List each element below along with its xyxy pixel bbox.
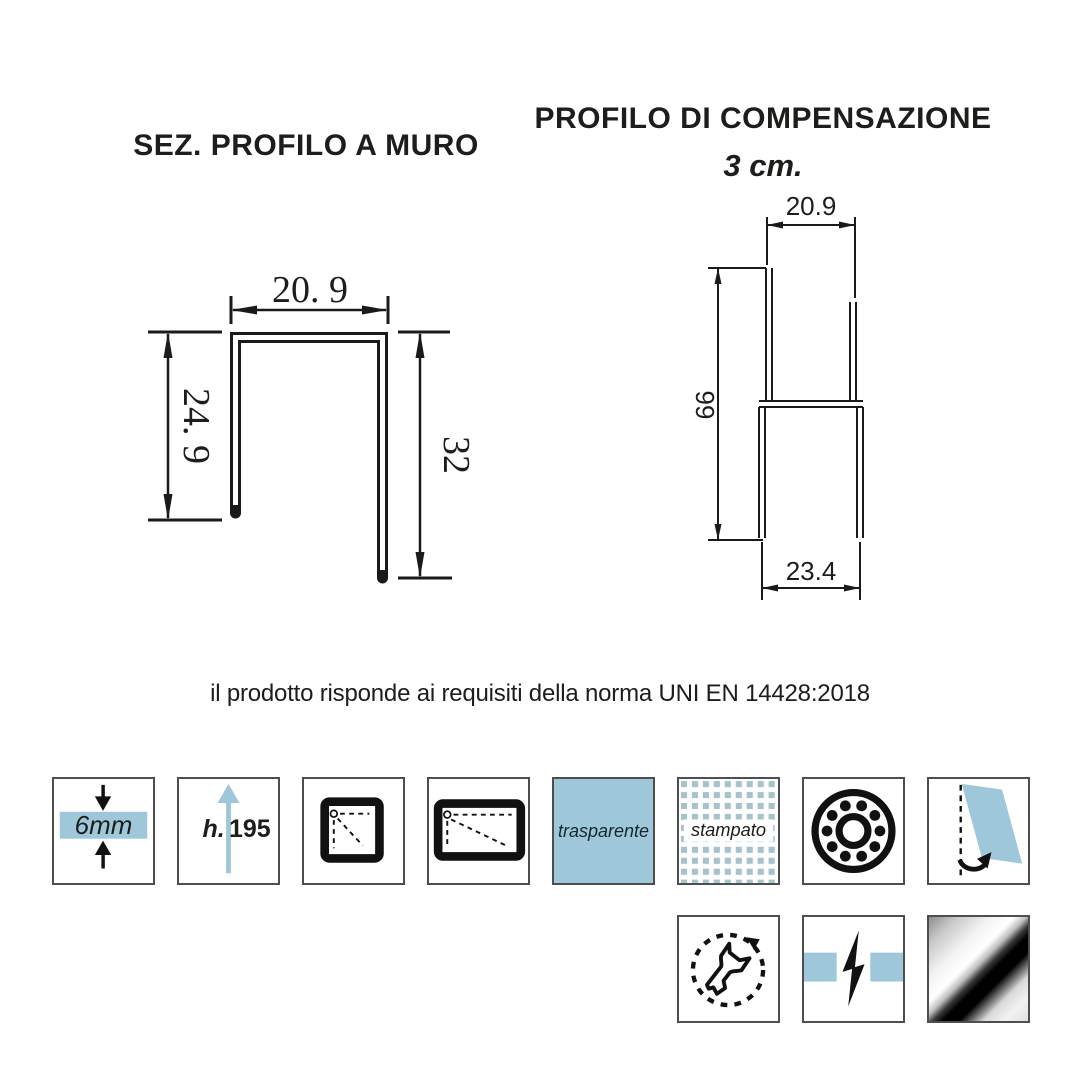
height-prefix-label: h. bbox=[202, 814, 225, 843]
easy-assembly-icon bbox=[677, 915, 780, 1023]
arrow-down-icon bbox=[101, 785, 104, 797]
wrench-icon bbox=[700, 943, 751, 998]
arrow-up-icon bbox=[101, 855, 104, 868]
height-icon bbox=[177, 777, 280, 885]
dim-width-top-label: 20.9 bbox=[785, 191, 837, 221]
compensation-profile-outline bbox=[759, 217, 863, 600]
transparent-glass-icon bbox=[552, 777, 655, 885]
compensation-profile-drawing bbox=[680, 190, 905, 615]
glass-panel-right bbox=[870, 953, 903, 982]
rect-tray-icon bbox=[427, 777, 530, 885]
transparent-label: trasparente bbox=[557, 820, 650, 841]
height-value-label: 195 bbox=[228, 814, 271, 843]
wall-profile-drawing bbox=[140, 255, 480, 600]
dimension-top bbox=[767, 222, 855, 229]
safety-glass-icon bbox=[802, 915, 905, 1023]
bearing-icon bbox=[802, 777, 905, 885]
glass-thickness-label: 6mm bbox=[74, 811, 133, 840]
printed-glass-icon bbox=[677, 777, 780, 885]
chrome-finish-icon bbox=[927, 915, 1030, 1023]
dim-height-left-label: 66 bbox=[690, 390, 720, 420]
dim-width-top-label: 20. 9 bbox=[272, 269, 348, 311]
wall-profile-outline bbox=[236, 338, 383, 579]
square-tray-icon bbox=[302, 777, 405, 885]
dim-height-left-label: 24. 9 bbox=[175, 388, 217, 464]
compliance-note: il prodotto risponde ai requisiti della norma UNI EN 14428:2018 bbox=[210, 680, 870, 707]
dim-height-right-label: 32 bbox=[435, 436, 477, 474]
dim-width-bottom-label: 23.4 bbox=[785, 556, 837, 586]
right-drawing-subtitle: 3 cm. bbox=[723, 148, 803, 183]
lightning-icon bbox=[842, 931, 864, 1007]
reversible-icon bbox=[927, 777, 1030, 885]
glass-thickness-icon bbox=[52, 777, 155, 885]
door-panel bbox=[962, 784, 1023, 864]
printed-label: stampato bbox=[690, 818, 767, 840]
bearing-balls bbox=[822, 800, 886, 861]
right-drawing-title: PROFILO DI COMPENSAZIONE bbox=[534, 102, 992, 135]
glass-panel-left bbox=[804, 953, 837, 982]
left-drawing-title: SEZ. PROFILO A MURO bbox=[133, 129, 479, 162]
